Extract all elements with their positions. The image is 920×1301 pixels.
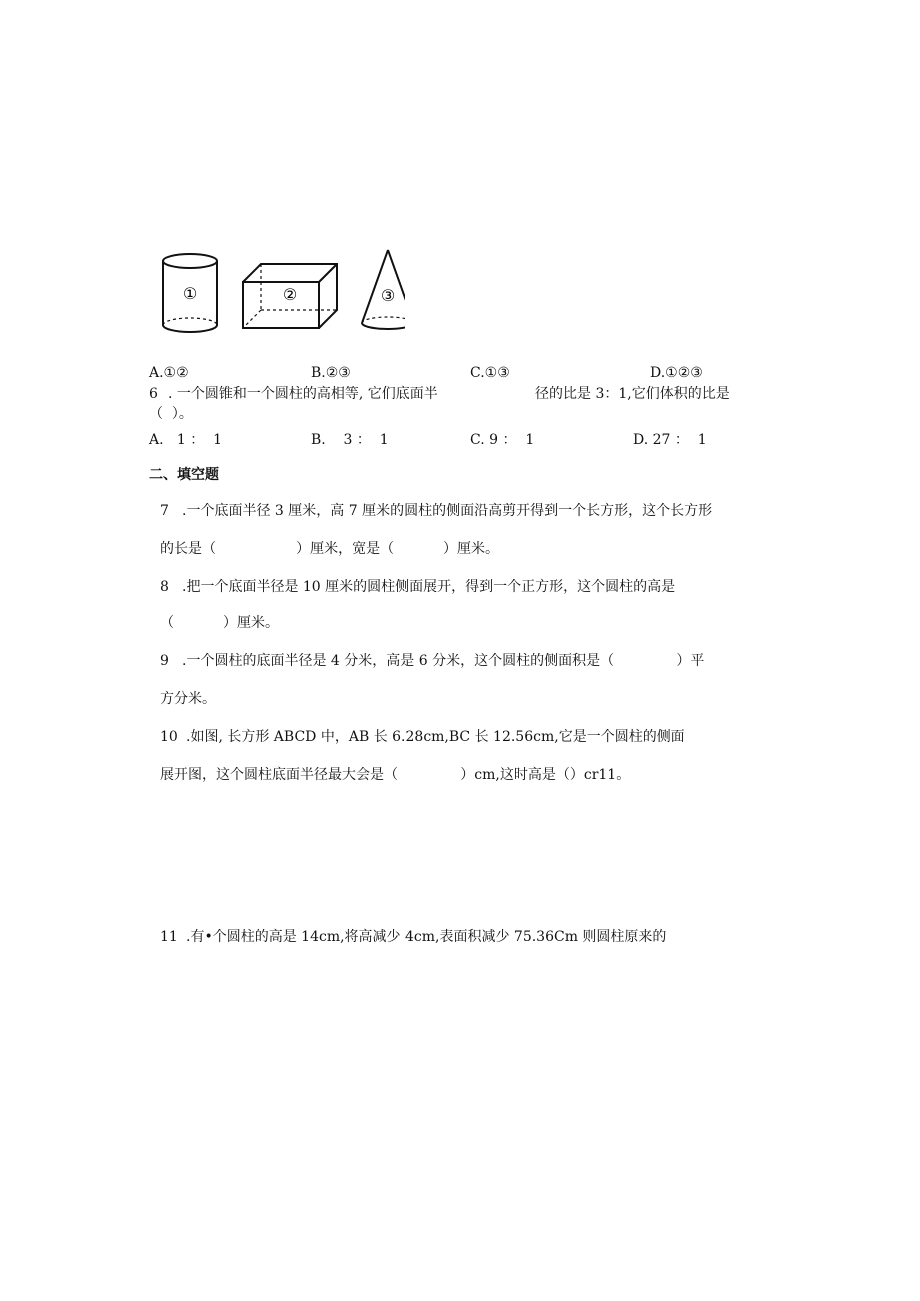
q10-line1: .如图, 长方形 ABCD 中，AB 长 6.28cm,BC 长 12.56cm,它是一个圆柱的侧面 [186, 729, 685, 745]
q9-number: 9 [160, 653, 169, 669]
q6-option-c: C. 9 ： 1 [470, 432, 535, 448]
q6-option-b: B. 3 ： 1 [311, 432, 389, 448]
q8-number: 8 [160, 579, 169, 595]
cuboid-label: ② [282, 285, 298, 304]
q5-option-c: C.①③ [470, 365, 510, 381]
q6-text-part1: . 一个圆锥和一个圆柱的高相等, 它们底面半 [168, 386, 438, 402]
q6-option-a: A. 1 ： 1 [149, 432, 223, 448]
q11-line1: .有•个圆柱的高是 14cm,将高减少 4cm,表面积减少 75.36Cm 则圆柱原来的 [186, 929, 667, 945]
q6-number: 6 [149, 386, 158, 402]
cylinder-label: ① [182, 284, 198, 303]
q6-text-line2: （ ）。 [149, 406, 193, 422]
q9-line2: 方分米。 [160, 691, 216, 707]
q5-option-b: B.②③ [311, 365, 351, 381]
q10-number: 10 [160, 729, 178, 745]
q11-number: 11 [160, 929, 178, 945]
q7-line2: 的长是（ ）厘米，宽是（ ）厘米。 [160, 541, 500, 557]
cone-label: ③ [380, 286, 396, 305]
q10-line2: 展开图，这个圆柱底面半径最大会是（ ）cm,这时高是（）cr11。 [160, 767, 631, 783]
q5-option-d: D.①②③ [650, 365, 703, 381]
section-title: 二、填空题 [149, 467, 219, 483]
q8-line1: .把一个底面半径是 10 厘米的圆柱侧面展开，得到一个正方形，这个圆柱的高是 [182, 579, 676, 595]
q6-option-d: D. 27 ： 1 [633, 432, 707, 448]
q8-line2: （ ）厘米。 [160, 615, 279, 631]
q6-text-part2: 径的比是 3：1,它们体积的比是 [535, 386, 730, 402]
q7-number: 7 [160, 503, 169, 519]
solid-figures [155, 245, 405, 345]
q7-line1: .一个底面半径 3 厘米，高 7 厘米的圆柱的侧面沿高剪开得到一个长方形，这个长方形 [182, 503, 713, 519]
q9-line1: .一个圆柱的底面半径是 4 分米，高是 6 分米，这个圆柱的侧面积是（ ）平 [182, 653, 705, 669]
q5-option-a: A.①② [149, 365, 189, 381]
